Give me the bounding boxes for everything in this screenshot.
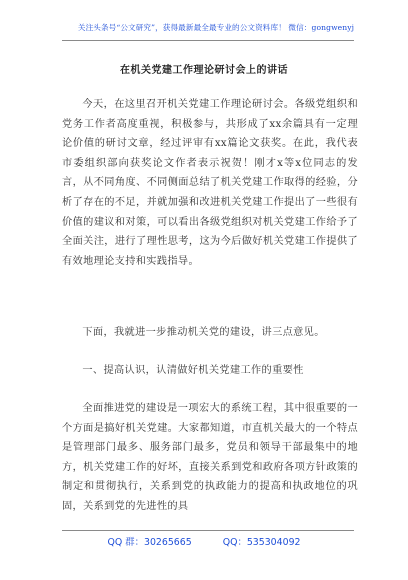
footer-qq: QQ：535304092 [222, 537, 301, 548]
footer-divider [62, 530, 354, 531]
section-heading-1: 一、提高认识，认清做好机关党建工作的重要性 [82, 365, 304, 376]
footer-qq-group: QQ 群：30265665 [107, 537, 192, 548]
paragraph-intro: 今天，在这里召开机关党建工作理论研讨会。各级党组织和党务工作者高度重视，积极参与，共形成了xx余篇具有一定理论价值的研讨文章，经过评审有xx篇论文获奖。在此，我代表市委组织部向获奖论文作者表示祝贺！刚才x等x位同志的发言，从不同角度、不同侧面总结了机关党建工作取得的经验，分析了存在的不足，并就加强和改进机关党建工作提出了一些很有价值的建议和对策，可以看出各级党组织对机关党建工作给予了全面关注，进行了理性思考，这为今后做好机关党建工作提供了有效地理论支持和实践指导。 [62, 99, 358, 267]
paragraph-transition: 下面，我就进一步推动机关党的建设，讲三点意见。 [82, 327, 325, 338]
header-banner: 关注头条号“公文研究”，获得最新最全最专业的公文资料库！ 微信：gongwenyj [77, 23, 355, 32]
page-title: 在机关党建工作理论研讨会上的讲话 [120, 65, 288, 76]
paragraph-section-1: 全面推进党的建设是一项宏大的系统工程，其中很重要的一个方面是搞好机关党建。大家都知道，市直机关最大的一个特点是管理部门最多、服务部门最多，党员和领导干部最集中的地方，机关党建工作的好坏，直接关系到党和政府各项方针政策的制定和贯彻执行，关系到党的执政能力的提高和执政地位的巩固，关系到党的先进性的具 [62, 403, 358, 512]
header-divider [62, 40, 354, 41]
footer [0, 534, 408, 548]
